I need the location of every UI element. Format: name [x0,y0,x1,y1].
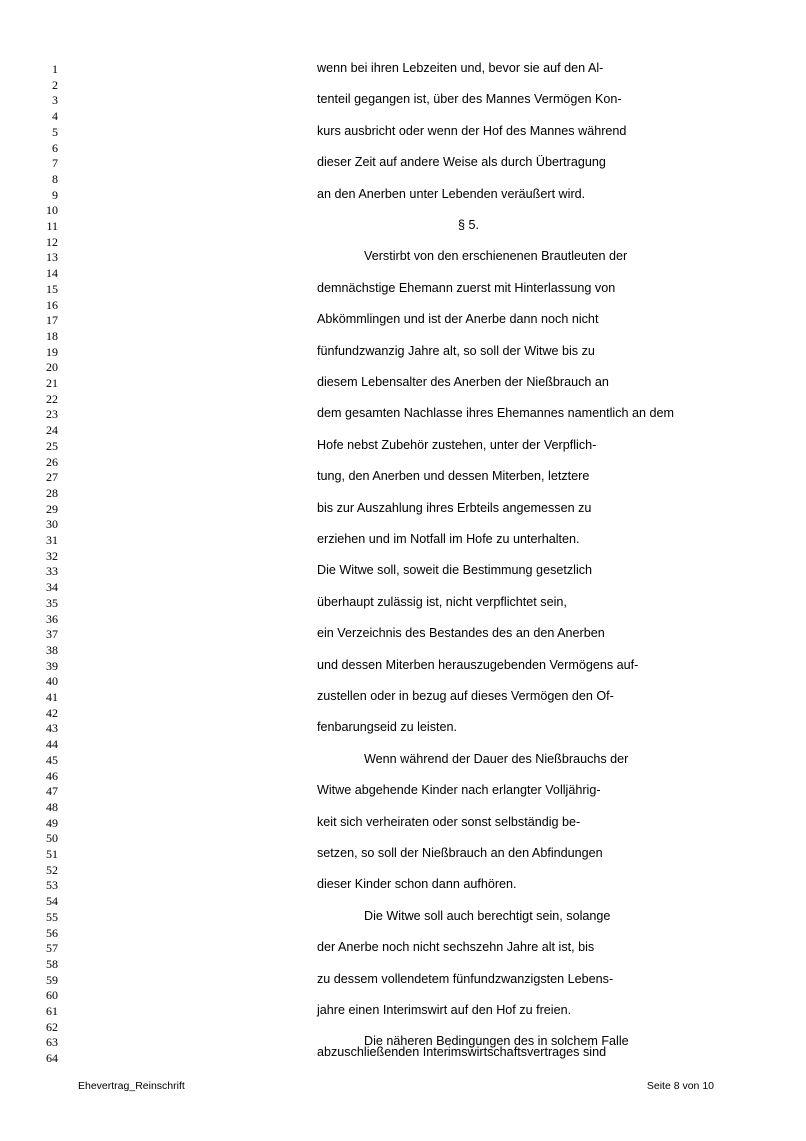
line-number: 39 [46,658,58,673]
line-number: 48 [46,799,58,814]
line-number: 33 [46,564,58,579]
line-number: 29 [46,501,58,516]
text-line: zustellen oder in bezug auf dieses Vermögen den Of- [317,689,614,703]
line-number: 18 [46,328,58,343]
line-number: 6 [52,140,58,155]
line-number: 58 [46,956,58,971]
text-line: dieser Kinder schon dann aufhören. [317,877,517,892]
line-number: 37 [46,627,58,642]
line-number: 17 [46,313,58,328]
line-number: 5 [52,124,58,139]
line-number: 28 [46,485,58,500]
line-number: 53 [46,878,58,893]
line-number: 14 [46,266,58,281]
line-number: 2 [52,77,58,92]
text-line: Hofe nebst Zubehör zustehen, unter der Verpflich- [317,437,597,452]
line-number: 27 [46,470,58,485]
line-number: 19 [46,344,58,359]
line-number: 54 [46,894,58,909]
line-number: 34 [46,580,58,595]
text-line: Verstirbt von den erschienenen Brautleuten der [364,249,628,264]
line-number: 13 [46,250,58,265]
line-number: 44 [46,737,58,752]
text-line: dieser Zeit auf andere Weise als durch Übertragung [317,155,606,170]
line-number: 64 [46,1051,58,1066]
text-line: fenbarungseid zu leisten. [317,720,458,735]
line-number: 52 [46,862,58,877]
text-line: § 5. [458,218,480,232]
text-line: ein Verzeichnis des Bestandes des an den Anerben [317,626,605,641]
line-number: 3 [52,93,58,108]
line-number: 1 [52,62,58,76]
line-number: 10 [46,203,58,218]
line-number: 43 [46,721,58,736]
text-line: bis zur Auszahlung ihres Erbteils angemessen zu [317,500,592,515]
footer-document-name: Ehevertrag_Reinschrift [78,1080,185,1092]
line-number: 46 [46,768,58,783]
line-number: 59 [46,972,58,987]
text-line: und dessen Miterben herauszugebenden Vermögens auf- [317,657,639,672]
line-number: 35 [46,595,58,610]
line-number: 60 [46,988,58,1003]
footer-page-number: Seite 8 von 10 [646,1080,714,1092]
text-line: abzuschließenden Interimswirtschaftsvertrages sind [317,1045,607,1059]
line-number: 9 [52,187,58,202]
text-line: fünfundzwanzig Jahre alt, so soll der Witwe bis zu [317,343,595,358]
text-line: dem gesamten Nachlasse ihres Ehemannes namentlich an dem [317,406,675,421]
line-number: 42 [46,705,58,720]
line-number: 36 [46,611,58,626]
line-number: 4 [52,109,58,124]
text-line: tenteil gegangen ist, über des Mannes Vermögen Kon- [317,92,622,107]
text-line: Witwe abgehende Kinder nach erlangter Volljährig- [317,783,601,798]
text-line: Die Witwe soll, soweit die Bestimmung gesetzlich [317,563,593,578]
text-line: demnächstige Ehemann zuerst mit Hinterlassung von [317,280,616,295]
line-number: 45 [46,752,58,767]
text-line: Die Witwe soll auch berechtigt sein, solange [364,908,611,923]
text-line: der Anerbe noch nicht sechszehn Jahre alt ist, bis [317,940,595,955]
line-number: 15 [46,281,58,296]
line-number: 16 [46,297,58,312]
line-number: 47 [46,784,58,799]
line-number: 56 [46,925,58,940]
line-number: 20 [46,360,58,375]
line-number: 32 [46,548,58,563]
text-line: Abkömmlingen und ist der Anerbe dann noch nicht [317,312,599,327]
text-line: erziehen und im Notfall im Hofe zu unterhalten. [317,532,580,546]
line-number: 30 [46,517,58,532]
text-line: keit sich verheiraten oder sonst selbständig be- [317,814,581,829]
line-number: 26 [46,454,58,469]
text-line: überhaupt zulässig ist, nicht verpflichtet sein, [317,594,567,609]
text-line: jahre einen Interimswirt auf den Hof zu freien. [317,1003,572,1017]
text-line: tung, den Anerben und dessen Miterben, letztere [317,469,590,484]
line-number: 41 [46,690,58,704]
line-number: 31 [46,533,58,547]
line-number: 62 [46,1019,58,1034]
line-number: 57 [46,941,58,956]
line-number: 50 [46,831,58,846]
line-number: 12 [46,234,58,249]
line-number: 38 [46,642,58,657]
line-number: 40 [46,674,58,689]
line-number: 21 [46,376,58,390]
line-number: 22 [46,391,58,406]
text-line: kurs ausbricht oder wenn der Hof des Mannes während [317,123,627,138]
line-number: 49 [46,815,58,830]
text-line: diesem Lebensalter des Anerben der Nießbrauch an [317,375,609,389]
line-number: 25 [46,438,58,453]
text-line: an den Anerben unter Lebenden veräußert wird. [317,186,586,201]
line-number: 63 [46,1035,58,1050]
line-number: 8 [52,171,58,186]
line-number: 61 [46,1004,58,1018]
text-line: wenn bei ihren Lebzeiten und, bevor sie auf den Al- [317,61,604,75]
line-number: 11 [46,219,58,233]
text-line: Die näheren Bedingungen des in solchem Falle [364,1034,629,1049]
line-number: 51 [46,847,58,861]
text-line: Wenn während der Dauer des Nießbrauchs der [364,751,629,766]
text-line: zu dessem vollendetem fünfundzwanzigsten Lebens- [317,971,614,986]
line-number: 7 [52,156,58,171]
line-number: 55 [46,909,58,924]
line-number: 23 [46,407,58,422]
line-number: 24 [46,423,58,438]
text-line: setzen, so soll der Nießbrauch an den Abfindungen [317,846,603,860]
